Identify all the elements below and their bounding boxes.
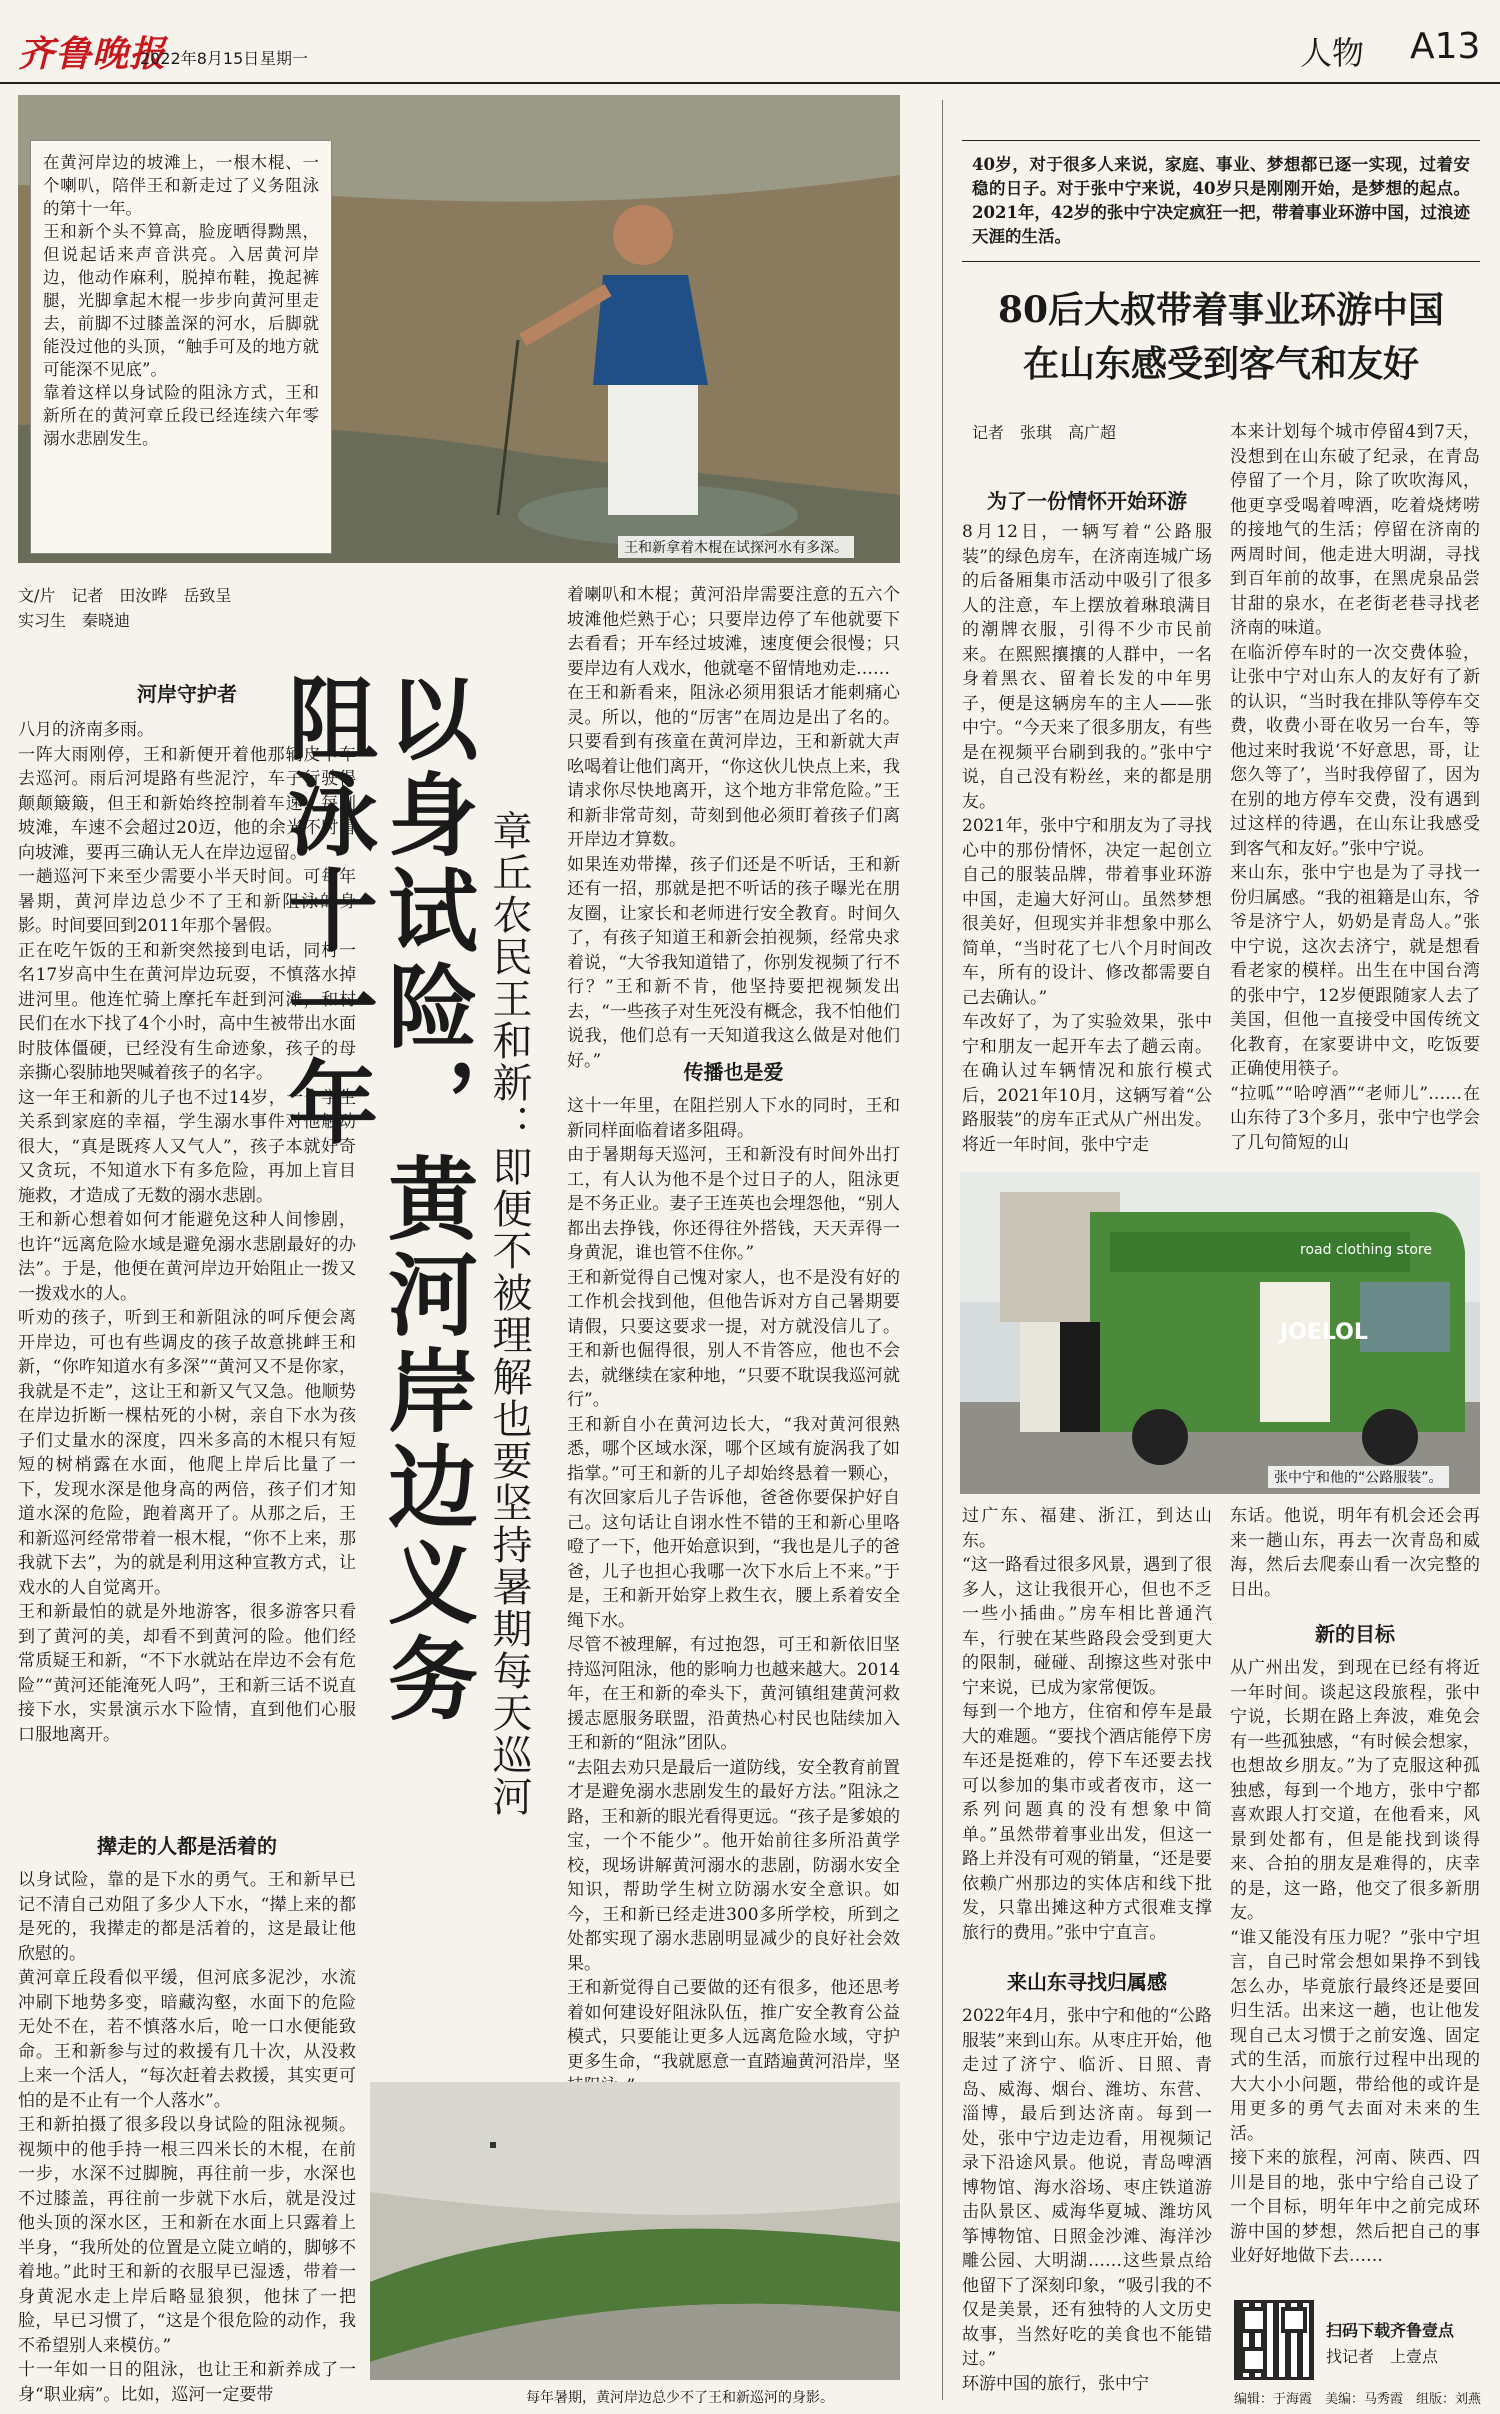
right-colC-text: 过广东、福建、浙江，到达山东。 “这一路看过很多风景，遇到了很多人，这让我很开心，但也不乏一些小插曲。”房车相比普通汽车，行驶在某些路段会受到更大的限制，碰碰、刮擦这些对张中宁来说，已成为家常便饭。 每到一个地方，住宿和停车是最大的难题。“要找个酒店能停下房车还是挺难的，停下车还要去找可以参加的集市或者夜市，这一系列问题真的没有想象中简单。”虽然带着事业出发，但这一路上并没有可观的销量，“还是要依赖广州那边的实体店和线下批发，只靠出摊这种方式很难支撑旅行的费用。”张中宁直言。: [962, 1506, 1212, 1943]
rv-brand-label: JOELOL: [1280, 1320, 1368, 1345]
right-colB-text: 本来计划每个城市停留4到7天，没想到在山东破了纪录，在青岛停留了一个月，除了吹吹海风，他更享受喝着啤酒，吃着烧烤唠的接地气的生活；停留在济南的两周时间，他走进大明湖，寻找到百年前的故事，在黑虎泉品尝甘甜的泉水，在老街老巷寻找老济南的味道。 在临沂停车时的一次交费体验，让张中宁对山东人的友好有了新的认识，“当时我在排队等停车交费，收费小哥在收另一台车，等他过来时我说‘不好意思，哥，让您久等了’，当时我停留了，因为在别的地方停车交费，没有遇到过这样的待遇，在山东让我感受到客气和友好。”张中宁说。 来山东，张中宁也是为了寻找一份归属感。“我的祖籍是山东，爷爷是济宁人，奶奶是青岛人。”张中宁说，这次去济宁，就是想看看老家的模样。出生在中国台湾的张中宁，12岁便跟随家人去了美国，但他一直接受中国传统文化教育，在家要讲中文，吃饭要正确使用筷子。 “拉呱”“哈哼酒”“老师儿”……在山东待了3个多月，张中宁也学会了几句简短的山: [1230, 422, 1480, 1153]
page-number: A13: [1410, 26, 1481, 67]
lead-box: [30, 140, 332, 554]
section-title-1: 河岸守护者: [137, 682, 237, 706]
issue-date: 2022年8月15日: [140, 49, 260, 68]
qr-text-line1: 扫码下载齐鲁壹点: [1326, 2321, 1455, 2340]
rv-car-photo: [960, 1172, 1480, 1494]
qr-code[interactable]: [1234, 2300, 1314, 2380]
photo-caption-bottom: 每年暑期，黄河岸边总少不了王和新巡河的身影。: [526, 2390, 834, 2406]
left-right-divider: [942, 100, 943, 2400]
rv-side-label: road clothing store: [1300, 1242, 1432, 1258]
right-section-title-1: 为了一份情怀开始环游: [987, 489, 1187, 513]
left-col3b-text: 这十一年里，在阻拦别人下水的同时，王和新同样面临着诸多阻碍。 由于暑期每天巡河，王和新没有时间外出打工，有人认为他不是个过日子的人，阻泳更是不务正业。妻子王连英也会埋怨他，“别人都出去挣钱，你还得往外搭钱，天天弄得一身黄泥，谁也管不住你。” 王和新觉得自己愧对家人，也不是没有好的工作机会找到他，但他告诉对方自己暑期要请假，只要这要求一提，对方就没信儿了。王和新也倔得很，别人不肯答应，他也不会去，就继续在家种地，“只要不耽误我巡河就行”。 王和新自小在黄河边长大，“我对黄河很熟悉，哪个区域水深，哪个区域有旋涡我了如指掌。”可王和新的儿子却始终悬着一颗心，有次回家后儿子告诉他，爸爸你要保护好自己。这句话让自诩水性不错的王和新心里咯噔了一下，他开始意识到，“我也是儿子的爸爸，儿子也担心我哪一次下水后上不来。”于是，王和新开始穿上救生衣，腰上系着安全绳下水。 尽管不被理解，有过抱怨，可王和新依旧坚持巡河阻泳，他的影响力也越来越大。2014年，在王和新的牵头下，黄河镇组建黄河救援志愿服务联盟，沿黄热心村民也陆续加入王和新的“阻泳”团队。 “去阻去劝只是最后一道防线，安全教育前置才是避免溺水悲剧发生的最好方法。”阻泳之路，王和新的眼光看得更远。“孩子是爹娘的宝，一个不能少”。他开始前往多所沿黄学校，现场讲解黄河溺水的悲剧，防溺水安全知识，帮助学生树立防溺水安全意识。如今，王和新已经走进300多所学校，所到之处都实现了溺水悲剧明显减少的良好社会效果。 王和新觉得自己要做的还有很多，他还思考着如何建设好阻泳队伍，推广安全教育公益模式，只要能让更多人远离危险水域，守护更多生命，“我就愿意一直踏遍黄河沿岸，坚: [567, 1096, 900, 2072]
qr-corner-icon: [1281, 2307, 1307, 2333]
right-headline-line1: 80后大叔带着事业环游中国: [997, 289, 1445, 331]
rv-scene-svg: [960, 1172, 1480, 1494]
qr-corner-icon: [1241, 2307, 1267, 2333]
masthead-rule: [0, 82, 1500, 84]
right-colD-text: 东话。他说，明年有机会还会再来一趟山东，再去一次青岛和威海，然后去爬泰山看一次完整的日出。: [1230, 1506, 1480, 1600]
right-colD2-text: 从广州出发，到现在已经有将近一年时间。谈起这段旅程，张中宁说，长期在路上奔波，难免会有一些孤独感，“有时候会想家，也想故乡朋友。”为了克服这种孤独感，每到一个地方，张中宁都喜欢跟人打交道，在他看来，风景到处都有，但是能找到谈得来、合拍的朋友是难得的，庆幸的是，这一路，他交了很多新朋友。 “谁又能没有压力呢？”张中宁坦言，自己时常会想如果挣不到钱怎么办，毕竟旅行最终还是要回归生活。出来这一趟，也让他发现自己太习惯于之前安逸、固定式的生活，而旅行过程中出现的大大小小问题，带给他的或许是用更多的勇气去面对未来的生活。 接下来的旅程，河南、陕西、四川是目的地，张中宁给自己设了一个目标，明年年中之前完成环游中国的梦想，然后把自己的事业好好地做下去……: [1230, 1658, 1480, 2266]
lead-text: 在黄河岸边的坡滩上，一根木棍、一个喇叭，陪伴王和新走过了义务阻泳的第十一年。 王和新个头不算高，脸庞晒得黝黑，但说起话来声音洪亮。入居黄河岸边，他动作麻利，脱掉布鞋，挽起裤腿，光脚拿起木棍一步步向黄河里走去，前脚不过膝盖深的河水，后脚就能没过他的头顶，“触手可及的地方就可能深不见底”。 靠着这样以身试险的阻泳方式，王和新所在的黄河章丘段已经连续六年零溺水悲剧发生。: [43, 153, 319, 448]
aerial-scene-svg: [370, 2082, 900, 2380]
left-col1-text: 八月的济南多雨。 一阵大雨刚停，王和新便开着他那辆皮卡车去巡河。雨后河堤路有些泥泞，车子行驶得颠颠簸簸，但王和新始终控制着车速，每到坡滩，车速不会超过20迈，他的余光不时看向坡滩，要再三确认无人在岸边逗留。 一趟巡河下来至少需要小半天时间。可每年暑期，黄河岸边总少不了王和新阻泳的身影。时间要回到2011年那个暑假。 正在吃午饭的王和新突然接到电话，同村一名17岁高中生在黄河岸边玩耍，不慎落水掉进河里。他连忙骑上摩托车赶到河滩，和村民们在水下找了4个小时，高中生被带出水面时肢体僵硬，已经没有生命迹象，孩子的母亲撕心裂肺地哭喊着孩子的名字。 这一年王和新的儿子也不过14岁，一个学生关系到家庭的幸福，学生溺水事件对他触动很大，“真是既疼人又气人”，孩子本就好奇又贪玩，不知道水下有多危险，再加上盲目施救，才造成了无数的溺水悲剧。 王和新心想着如何才能避免这种人间惨剧，也许“远离危险水域是避免溺水悲剧最好的办法”。于是，他便在黄河岸边开始阻止一拨又一拨戏水的人。 听劝的孩子，听到王和新阻泳的呵斥便会离开岸边，可也有些调皮的孩子故意挑衅王和新，“你咋知道水有多深”“黄河又不是你家，我就是不走”，这让王和新又气又急。他顺势在岸边折断一棵枯死的小树，亲自下水为孩子们丈量水的深度，四米多高的木棍只有短短的树梢露在水面，他爬上岸后比量了一下，发现水深是他身高的两倍，孩子们才知道水深的危险，跑着离开了。从那之后，王和新巡河经常带着一根木棍，“你不上来，那我就下去”，为的就是利用这种宣教方式，让戏水的人自觉离开。 王和新最怕的就是外地游客，很多游客只看到了黄河的美，却看不到黄河的险。他们经常质疑王和新，“不下水就站在岸边不会有危险”“黄河还能淹死人吗”，王和新三话不说直接下水，实景演示水下险情，直到他们心服口服地离开。: [18, 720, 356, 1745]
main-headline: 以身试险，黄河岸边义务阻泳十一年: [272, 672, 477, 1728]
qr-text-line2: 找记者 上壹点: [1326, 2347, 1439, 2366]
right-colC2-text: 2022年4月，张中宁和他的“公路服装”来到山东。从枣庄开始，他走过了济宁、临沂、日照、青岛、威海、烟台、潍坊、东营、淄博，最后到达济南。每到一处，张中宁边走边看，用视频记录下沿途风景。他说，青岛啤酒博物馆、海水浴场、枣庄铁道游击队景区、威海华夏城、潍坊风筝博物馆、日照金沙滩、海洋沙雕公园、大明湖……这些景点给他留下了深刻印象，“吸引我的不仅是美景，还有独特的人文历史故事，当然好吃的美食也不能错过。” 环游中国的旅行，张中宁: [962, 2006, 1212, 2394]
right-colA-text: 8月12日，一辆写着“公路服装”的绿色房车，在济南连城广场的后备厢集市活动中吸引了很多人的注意，车上摆放着琳琅满目的潮牌衣服，引得不少市民前来。在熙熙攘攘的人群中，一名身着黑衣、留着长发的中年男子，便是这辆房车的主人——张中宁。“今天来了很多朋友，有些是在视频平台刷到我的。”张中宁说，自己没有粉丝，来的都是朋友。 2021年，张中宁和朋友为了寻找心中的那份情怀，决定一起创立自己的服装品牌，带着事业环游中国，走遍大好河山。虽然梦想很美好，但现实并非想象中那么简单，“当时花了七八个月时间改车，所有的设计、修改都需要自己去确认。” 车改好了，为了实验效果，张中宁和朋友一起开车去了趟云南。在确认过车辆情况和旅行模式后，2021年10月，这辆写着“公路服装”的房车正式从广州出发。将近一年时间，张中宁走: [962, 522, 1212, 1155]
masthead: [0, 0, 1500, 80]
left-col1b-text: 以身试险，靠的是下水的勇气。王和新早已记不清自己劝阻了多少人下水，“撵上来的都是死的，我撵走的都是活着的，这是最让他欣慰的。 黄河章丘段看似平缓，但河底多泥沙，水流冲刷下地势多变，暗藏沟壑，水面下的危险无处不在，若不慎落水后，呛一口水便能致命。王和新参与过的救援有几十次，从没救上来一个活人，“每次赶着去救援，其实更可怕的是不止有一个人落水”。 王和新拍摄了很多段以身试险的阻泳视频。视频中的他手持一根三四米长的木棍，在前一步，水深不过脚腕，再往前一步，水深也不过膝盖，再往前一步就下水后，就是没过他头顶的深水区，王和新在水面上只露着上半身，“我所处的位置是立陡立峭的，脚够不着地。”此时王和新的衣服早已湿透，带着一身黄泥水走上岸后略显狼狈，他抹了一把脸，早已习惯了，“这是个很危险的动作，我不希望别人来模仿。” 十一年如一日的阻泳，也让王和新养成了一身“职业病”。比如，巡河一定要带: [18, 1870, 356, 2405]
left-byline: 文/片 记者 田汝晔 岳致呈 实习生 秦晓迪: [18, 586, 232, 630]
right-section-title-2: 来山东寻找归属感: [1007, 1970, 1167, 1994]
right-intro-text: 40岁，对于很多人来说，家庭、事业、梦想都已逐一实现，过着安稳的日子。对于张中宁来说，40岁只是刚刚开始，是梦想的起点。2021年，42岁的张中宁决定疯狂一把，带着事业环游中国，过浪迹天涯的生活。: [972, 155, 1470, 246]
issue-weekday: 星期一: [260, 49, 309, 68]
right-section-title-3: 新的目标: [1315, 1622, 1395, 1646]
section-name: 人物: [1300, 34, 1365, 72]
right-intro-box: [962, 140, 1480, 262]
newspaper-logo: 齐鲁晚报: [18, 33, 167, 75]
aerial-embankment-photo: [370, 2082, 900, 2380]
photo-caption-top: 王和新拿着木棍在试探河水有多深。: [618, 536, 854, 558]
rv-photo-caption: 张中宁和他的“公路服装”。: [1268, 1466, 1449, 1488]
qr-corner-icon: [1241, 2347, 1267, 2373]
right-headline-line2: 在山东感受到客气和友好: [1022, 343, 1419, 385]
editor-credits: 编辑：于海霞 美编：马秀霞 组版：刘燕: [1234, 2392, 1482, 2407]
section-title-2: 撵走的人都是活着的: [97, 1834, 277, 1858]
sub-headline: 章丘农民王和新：即便不被理解也要坚持暑期每天巡河: [486, 810, 532, 1818]
left-col3-text: 着喇叭和木棍；黄河沿岸需要注意的五六个坡滩他烂熟于心；只要岸边停了车他就要下去看看；开车经过坡滩，速度便会很慢；只要岸边有人戏水，他就毫不留情地劝走…… 在王和新看来，阻泳必须用狠话才能刺痛心灵。所以，他的“厉害”在周边是出了名的。只要看到有孩童在黄河岸边，王和新就大声吆喝着让他们离开，“你这伙儿快点上来，我请求你尽快地离开，这个地方非常危险。”王和新非常苛刻，苛刻到他必须盯着孩子们离开岸边才算数。 如果连劝带撵，孩子们还是不听话，王和新还有一招，那就是把不听话的孩子曝光在朋友圈，让家长和老师进行安全教育。时间久了，有孩子知道王和新会拍视频，经常央求着说，“大爷我知道错了，你别发视频了行不行？”王和新不肯，他坚持要把视频发出去，“一些孩子对生死没有概念，我不怕他们说我，他们总有一天知道我这么做是对他们好。”: [567, 585, 900, 1071]
section-title-3: 传播也是爱: [683, 1060, 784, 1084]
right-byline: 记者 张琪 高广超: [972, 423, 1117, 442]
